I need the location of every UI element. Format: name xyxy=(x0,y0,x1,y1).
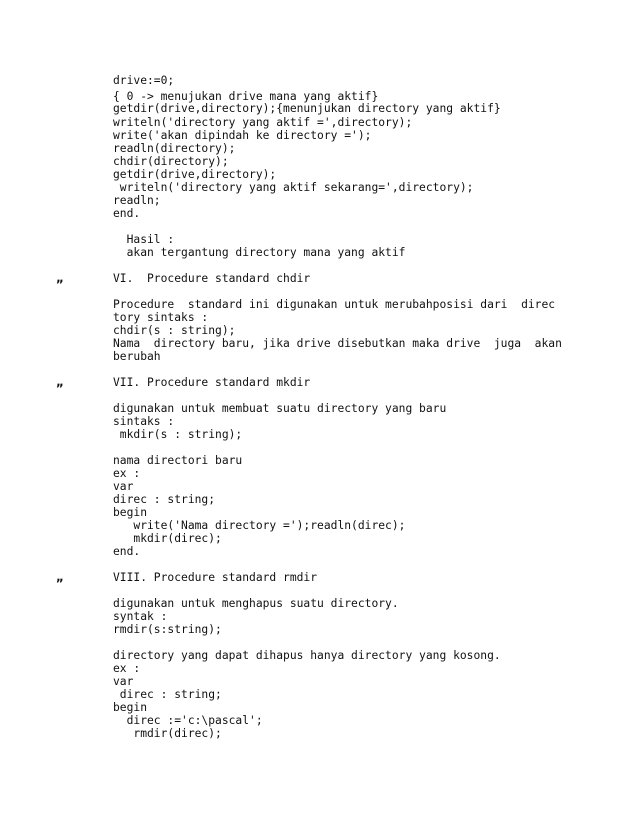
code-line: var xyxy=(113,675,134,688)
paragraph-line: sintaks : xyxy=(113,415,175,428)
section-bullet: „ xyxy=(56,570,64,584)
code-line: write('akan dipindah ke directory ='); xyxy=(113,129,372,142)
code-comment: { 0 -> menujukan drive mana yang aktif} xyxy=(113,90,379,103)
code-line: begin xyxy=(113,701,148,714)
paragraph-line: digunakan untuk membuat suatu directory yang baru xyxy=(113,402,447,415)
paragraph-line: berubah xyxy=(113,350,161,363)
code-line: var xyxy=(113,480,134,493)
code-line: rmdir(direc); xyxy=(113,727,222,740)
code-line: writeln('directory yang aktif sekarang=',directory); xyxy=(113,181,474,194)
result-label: Hasil : xyxy=(113,233,175,246)
code-line: readln(directory); xyxy=(113,142,236,155)
section-bullet: „ xyxy=(56,375,64,389)
result-text: akan tergantung directory mana yang aktif xyxy=(113,246,406,259)
paragraph-line: Nama directory baru, jika drive disebutkan maka drive juga akan xyxy=(113,337,562,350)
code-line: drive:=0; xyxy=(113,74,175,87)
code-line: ex : xyxy=(113,662,141,675)
code-line: begin xyxy=(113,506,148,519)
code-line: chdir(directory); xyxy=(113,155,229,168)
code-line: direc : string; xyxy=(113,688,222,701)
code-line: mkdir(s : string); xyxy=(113,428,243,441)
section-bullet: „ xyxy=(56,271,64,285)
section-heading-rmdir: VIII. Procedure standard rmdir xyxy=(113,571,318,584)
section-heading-chdir: VI. Procedure standard chdir xyxy=(113,272,311,285)
code-line: getdir(drive,directory);{menunjukan directory yang aktif} xyxy=(113,102,501,115)
code-line: writeln('directory yang aktif =',directory); xyxy=(113,116,413,129)
code-line: getdir(drive,directory); xyxy=(113,168,277,181)
code-line: rmdir(s:string); xyxy=(113,623,222,636)
code-line: chdir(s : string); xyxy=(113,324,236,337)
section-heading-mkdir: VII. Procedure standard mkdir xyxy=(113,376,311,389)
code-line: end. xyxy=(113,545,141,558)
paragraph-line: nama directori baru xyxy=(113,454,243,467)
paragraph-line: directory yang dapat dihapus hanya directory yang kosong. xyxy=(113,649,501,662)
code-line: write('Nama directory =');readln(direc); xyxy=(113,519,406,532)
code-line: readln; xyxy=(113,194,161,207)
paragraph-line: digunakan untuk menghapus suatu directory. xyxy=(113,597,399,610)
code-line: direc :='c:\pascal'; xyxy=(113,714,263,727)
code-line: end. xyxy=(113,207,141,220)
code-line: ex : xyxy=(113,467,141,480)
code-line: mkdir(direc); xyxy=(113,532,222,545)
paragraph-line: syntak : xyxy=(113,610,168,623)
paragraph-line: tory sintaks : xyxy=(113,311,209,324)
code-line: direc : string; xyxy=(113,493,216,506)
paragraph-line: Procedure standard ini digunakan untuk merubahposisi dari direc xyxy=(113,298,556,311)
